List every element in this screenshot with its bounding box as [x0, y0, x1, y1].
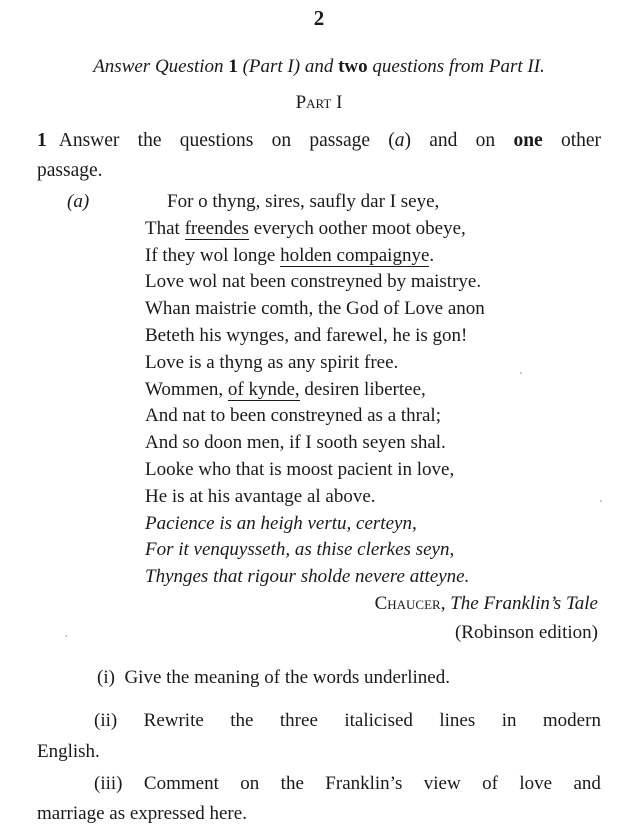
poem-line — [145, 379, 426, 401]
poem-line-text: And so doon men, if I sooth seyen shal. — [145, 432, 446, 454]
poem-line-text: Whan maistrie comth, the God of Love anon — [145, 298, 485, 320]
poem-line — [145, 298, 485, 320]
poem-line-text: If they wol longe — [145, 244, 281, 266]
page-number: 2 — [313, 6, 325, 30]
q1-text-before: Answer the questions on passage ( — [58, 130, 395, 151]
poem-line — [145, 405, 441, 427]
exam-instructions — [0, 56, 638, 78]
scan-speck — [520, 372, 522, 374]
instr-question-number: 1 — [228, 56, 238, 77]
subquestion-word: and — [573, 773, 601, 794]
subquestion-word: Rewrite — [143, 710, 204, 731]
author-name: Chaucer — [374, 593, 441, 614]
question-1-line-1 — [37, 130, 601, 152]
poem-line-text: Pacience is an heigh vertu, certeyn, — [145, 512, 417, 534]
subquestion-i — [97, 667, 450, 689]
poem-line-text: everych oother moot obeye, — [248, 217, 466, 239]
instr-text-4: questions from Part II. — [372, 56, 545, 77]
poem-line — [145, 566, 469, 588]
poem-line — [145, 459, 454, 481]
subquestion-word: of — [482, 773, 498, 794]
subquestion-word: modern — [542, 710, 601, 731]
subquestion-word: three — [279, 710, 318, 731]
poem-line-text: Wommen, — [145, 378, 228, 400]
q1-text-after: other — [560, 130, 602, 151]
poem-line-text: Looke who that is moost pacient in love, — [145, 459, 455, 480]
poem-line — [145, 245, 434, 267]
q1-bold-one: one — [513, 130, 543, 151]
poem-line-text: And nat to been constreyned as a thral; — [145, 405, 441, 427]
poem-line — [145, 513, 417, 535]
poem-line-text: For o thyng, sires, saufly dar I seye, — [167, 191, 440, 212]
underlined-phrase: holden compaignye — [280, 244, 430, 266]
subquestion-word: in — [501, 710, 517, 731]
instr-text-2: (Part I) — [242, 56, 301, 77]
subquestion-word: the — [230, 710, 254, 731]
question-1-line-2: passage. — [37, 160, 103, 181]
part-heading: Part I — [295, 92, 343, 113]
subquestion-word: on — [240, 773, 260, 794]
subquestion-word: Franklin’s — [325, 773, 403, 794]
poem-line — [145, 352, 398, 374]
poem-line — [145, 218, 466, 240]
instr-text-1: Answer Question — [93, 56, 224, 77]
instr-bold-two: two — [338, 56, 368, 77]
poem-line-text: He is at his avantage al above. — [145, 485, 376, 507]
subquestion-word: Comment — [143, 773, 219, 794]
subquestion-iii-line-1 — [94, 773, 601, 795]
q1-text-mid: ) and on — [404, 130, 496, 151]
poem-line — [145, 271, 481, 293]
poem-line — [145, 325, 467, 347]
subquestion-ii-line-1 — [94, 710, 601, 732]
passage-label: (a) — [67, 191, 90, 212]
subquestion-word: view — [423, 773, 461, 794]
poem-line — [167, 191, 439, 213]
poem-line-text: desiren libertee, — [299, 378, 426, 400]
scan-speck — [65, 635, 67, 637]
poem-line — [145, 432, 446, 454]
poem-line — [145, 486, 376, 508]
scan-speck — [600, 500, 602, 502]
question-number: 1 — [37, 130, 47, 151]
subquestion-iii-line-2: marriage as expressed here. — [37, 803, 247, 824]
subquestion-word: lines — [439, 710, 476, 731]
instr-text-3: and — [304, 56, 334, 77]
q1-passage-letter: a — [394, 130, 405, 151]
subquestion-text: Give the meaning of the words underlined. — [124, 667, 450, 688]
subquestion-label: (i) — [97, 667, 115, 688]
poem-line-text: Beteth his wynges, and farewel, he is gon! — [145, 325, 468, 346]
poem-line-text: . — [429, 244, 435, 266]
attribution: Chaucer, The Franklin’s Tale — [374, 593, 598, 614]
subquestion-ii-line-2: English. — [37, 741, 100, 762]
subquestion-label: (ii) — [94, 710, 118, 731]
subquestion-word: italicised — [344, 710, 413, 731]
subquestion-label: (iii) — [94, 773, 123, 794]
poem-line-text: Love wol nat been constreyned by maistrye. — [145, 271, 482, 293]
underlined-phrase: freendes — [184, 217, 249, 239]
poem-line-text: Love is a thyng as any spirit free. — [145, 351, 399, 373]
edition-note: (Robinson edition) — [454, 622, 598, 643]
poem-line-text: For it venquysseth, as thise clerkes seyn, — [145, 539, 455, 561]
poem-line-text: That — [145, 217, 185, 239]
poem-line-text: Thynges that rigour sholde nevere atteyne. — [145, 566, 470, 588]
subquestion-word: love — [519, 773, 553, 794]
work-title: The Franklin’s Tale — [450, 593, 598, 614]
poem-line — [145, 539, 454, 561]
subquestion-word: the — [280, 773, 304, 794]
underlined-phrase: of kynde, — [227, 378, 300, 400]
